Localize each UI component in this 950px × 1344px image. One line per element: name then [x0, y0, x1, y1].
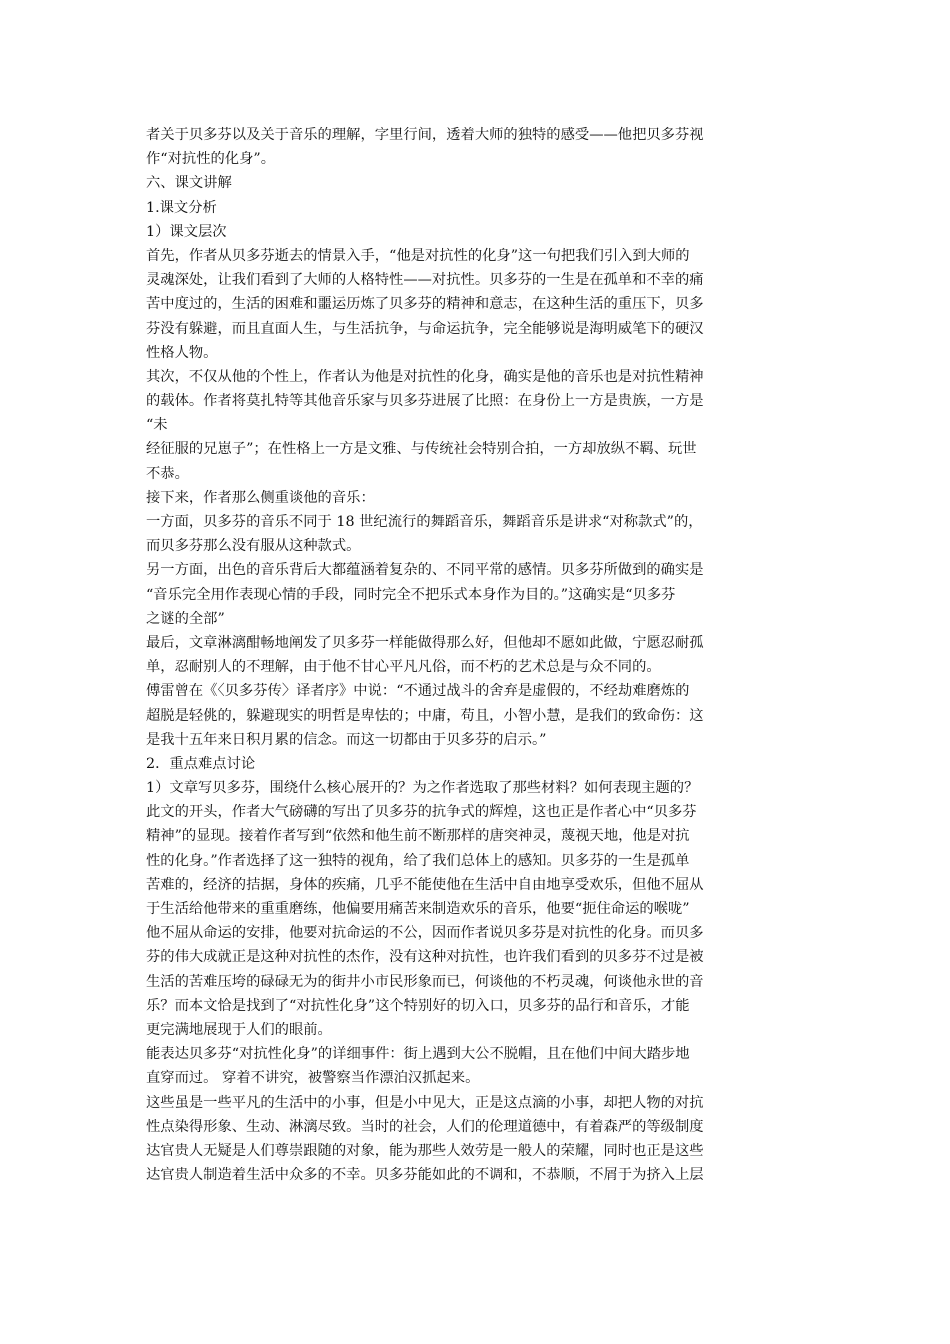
text-line: 芬的伟大成就正是这种对抗性的杰作，没有这种对抗性，也许我们看到的贝多芬不过是被: [146, 949, 704, 966]
text-line: 首先，作者从贝多芬逝去的情景入手，“他是对抗性的化身”这一句把我们引入到大师的: [146, 247, 690, 264]
text-line: 最后，文章淋漓酣畅地阐发了贝多芬一样能做得那么好，但他却不愿如此做，宁愿忍耐孤: [146, 634, 704, 651]
text-line: 更完满地展现于人们的眼前。: [146, 1021, 332, 1038]
text-line: 傅雷曾在《〈贝多芬传〉译者序》中说：“不通过战斗的舍弃是虚假的，不经劫难磨炼的: [146, 683, 690, 700]
text-line: 而贝多芬那么没有服从这种款式。: [146, 538, 361, 555]
text-line: 经征服的兄崽子”；在性格上一方是文雅、与传统社会特别合拍，一方却放纵不羁、玩世: [146, 441, 697, 458]
text-line: 者关于贝多芬以及关于音乐的理解，字里行间，透着大师的独特的感受——他把贝多芬视: [146, 127, 704, 143]
text-line: 1）文章写贝多芬，围绕什么核心展开的？为之作者选取了那些材料？如何表现主题的？: [146, 780, 699, 797]
text-line: 之谜的全部”: [146, 610, 225, 627]
text-line: 其次，不仅从他的个性上，作者认为他是对抗性的化身，确实是他的音乐也是对抗性精神: [146, 368, 704, 385]
text-line: 超脱是轻佻的，躲避现实的明哲是卑怯的；中庸，苟且，小智小慧，是我们的致命伤：这: [146, 707, 704, 724]
document-page: [146, 123, 810, 1187]
text-line: 苦难的，经济的拮据，身体的疾痛，几乎不能使他在生活中自由地享受欢乐，但他不屈从: [146, 876, 704, 893]
text-line: 灵魂深处，让我们看到了大师的人格特性——对抗性。贝多芬的一生是在孤单和不幸的痛: [146, 272, 704, 289]
text-line: 2．重点难点讨论: [146, 755, 256, 772]
text-line: 于生活给他带来的重重磨练，他偏要用痛苦来制造欢乐的音乐，他要“扼住命运的喉咙”: [146, 901, 690, 917]
text-line: 六、课文讲解: [146, 175, 232, 192]
text-line: 单，忍耐别人的不理解，由于他不甘心平凡凡俗，而不朽的艺术总是与众不同的。: [146, 659, 661, 676]
text-line: 性的化身。”作者选择了这一独特的视角，给了我们总体上的感知。贝多芬的一生是孤单: [146, 852, 690, 869]
text-line: “未: [146, 417, 168, 434]
text-line: 芬没有躲避，而且直面人生，与生活抗争，与命运抗争，完全能够说是海明威笔下的硬汉: [146, 320, 704, 337]
text-line: “音乐完全用作表现心情的手段，同时完全不把乐式本身作为目的。”这确实是“贝多芬: [146, 586, 676, 603]
text-line: 另一方面，出色的音乐背后大都蕴涵着复杂的、不同平常的感情。贝多芬所做到的确实是: [146, 562, 704, 579]
text-line: 1.课文分析: [146, 199, 217, 216]
text-line: 这些虽是一些平凡的生活中的小事，但是小中见大，正是这点滴的小事，却把人物的对抗: [146, 1094, 704, 1111]
text-line: 的载体。作者将莫扎特等其他音乐家与贝多芬进展了比照：在身份上一方是贵族，一方是: [146, 393, 704, 410]
text-line: 生活的苦难压垮的碌碌无为的街井小市民形象而已，何谈他的不朽灵魂，何谈他永世的音: [146, 973, 704, 990]
text-line: 能表达贝多芬“对抗性化身”的详细事件：街上遇到大公不脱帽，且在他们中间大踏步地: [146, 1046, 690, 1063]
text-line: 一方面，贝多芬的音乐不同于 18 世纪流行的舞蹈音乐，舞蹈音乐是讲求“对称款式”的，: [146, 514, 703, 530]
text-line: 作“对抗性的化身”。: [146, 151, 275, 168]
text-line: 此文的开头，作者大气磅礴的写出了贝多芬的抗争式的辉煌，这也正是作者心中“贝多芬: [146, 804, 697, 821]
text-line: 是我十五年来日积月累的信念。而这一切都由于贝多芬的启示。”: [146, 731, 547, 748]
text-line: 达官贵人无疑是人们尊崇跟随的对象，能为那些人效劳是一般人的荣耀，同时也正是这些: [146, 1142, 704, 1159]
text-line: 精神”的显现。接着作者写到“依然和他生前不断那样的唐突神灵，蔑视天地，他是对抗: [146, 828, 690, 845]
text-line: 性点染得形象、生动、淋漓尽致。当时的社会，人们的伦理道德中，有着森严的等级制度: [146, 1118, 704, 1135]
text-line: 他不屈从命运的安排，他要对抗命运的不公，因而作者说贝多芬是对抗性的化身。而贝多: [146, 925, 704, 942]
text-line: 直穿而过。 穿着不讲究，被警察当作漂泊汉抓起来。: [146, 1070, 480, 1087]
text-line: 1）课文层次: [146, 223, 227, 240]
text-line: 乐？而本文恰是找到了“对抗性化身”这个特别好的切入口，贝多芬的品行和音乐，才能: [146, 997, 690, 1014]
text-line: 达官贵人制造着生活中众多的不幸。贝多芬能如此的不调和，不恭顺，不屑于为挤入上层: [146, 1167, 704, 1184]
text-line: 性格人物。: [146, 344, 218, 361]
text-line: 接下来，作者那么侧重谈他的音乐：: [146, 489, 375, 506]
text-line: 苦中度过的，生活的困难和噩运历炼了贝多芬的精神和意志，在这种生活的重压下，贝多: [146, 296, 704, 313]
text-line: 不恭。: [146, 465, 189, 482]
